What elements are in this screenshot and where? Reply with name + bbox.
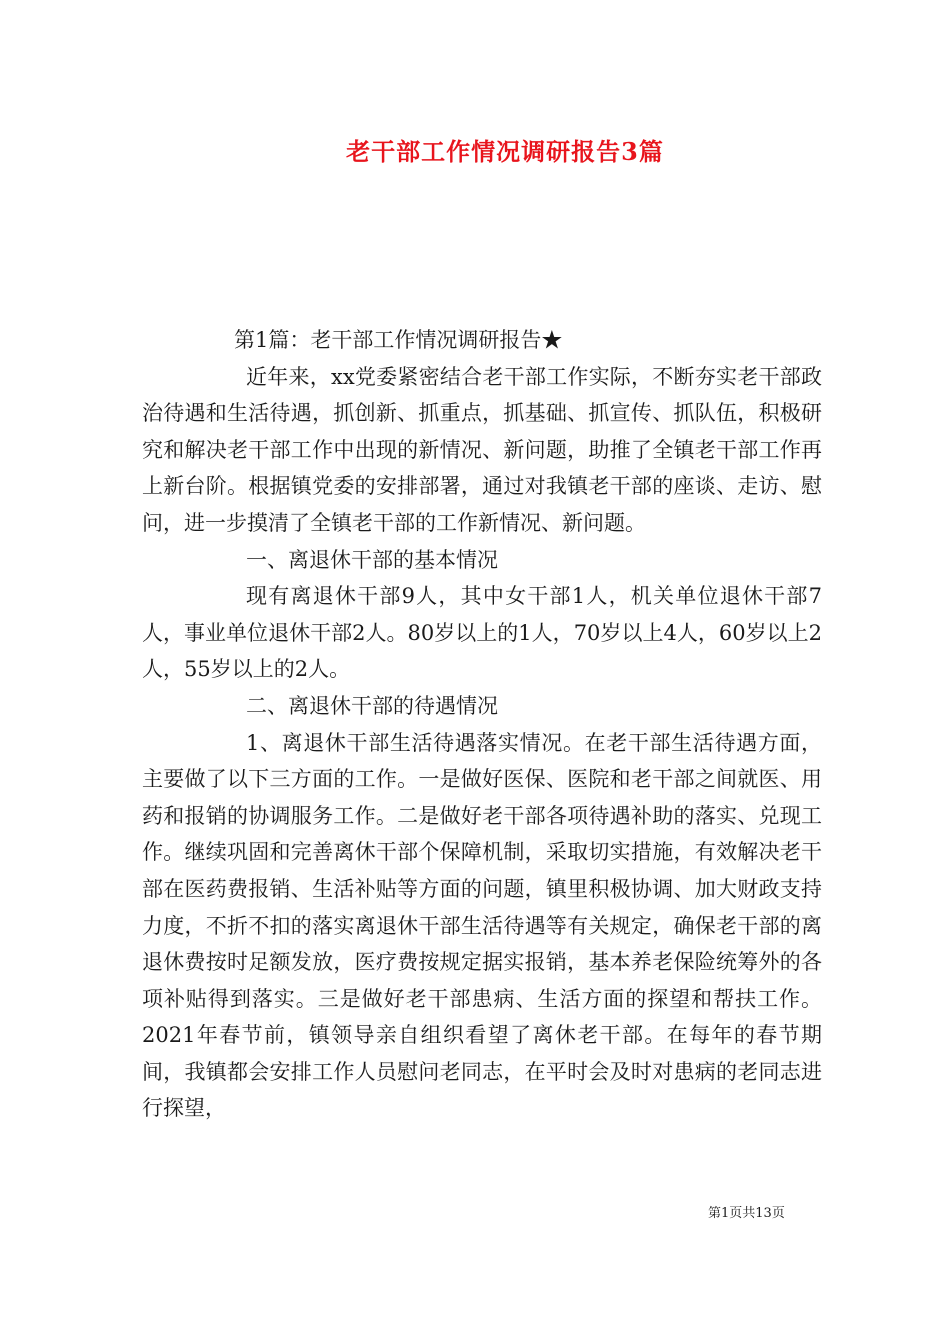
page-number: 第1页共13页 [708,1206,785,1221]
document-body [142,322,822,1127]
intro-paragraph: 近年来，xx党委紧密结合老干部工作实际，不断夯实老干部政治待遇和生活待遇，抓创新、抓重点，抓基础、抓宣传、抓队伍，积极研究和解决老干部工作中出现的新情况、新问题，助推了全镇老干部工作再上新台阶。根据镇党委的安排部署，通过对我镇老干部的座谈、走访、慰问，进一步摸清了全镇老干部的工作新情况、新问题。 [142,364,822,535]
section-heading-1: 一、离退休干部的基本情况 [246,547,498,572]
page-title: 老干部工作情况调研报告3篇 [346,137,664,166]
article-heading: 第1篇：老干部工作情况调研报告★ [234,328,563,352]
treatment-paragraph: 1、离退休干部生活待遇落实情况。在老干部生活待遇方面，主要做了以下三方面的工作。一是做好医保、医院和老干部之间就医、用药和报销的协调服务工作。二是做好老干部各项待遇补助的落实、兑现工作。继续巩固和完善离休干部个保障机制，采取切实措施，有效解决老干部在医药费报销、生活补贴等方面的问题，镇里积极协调、加大财政支持力度，不折不扣的落实离退休干部生活待遇等有关规定，确保老干部的离退休费按时足额发放，医疗费按规定据实报销，基本养老保险统筹外的各项补贴得到落实。三是做好老干部患病、生活方面的探望和帮扶工作。2021年春节前，镇领导亲自组织看望了离休老干部。在每年的春节期间，我镇都会安排工作人员慰问老同志，在平时会及时对患病的老同志进行探望， [142,730,822,1121]
section-heading-2: 二、离退休干部的待遇情况 [246,693,498,718]
basic-info-paragraph: 现有离退休干部9人，其中女干部1人，机关单位退休干部7人，事业单位退休干部2人。80岁以上的1人，70岁以上4人，60岁以上2人，55岁以上的2人。 [142,584,822,682]
